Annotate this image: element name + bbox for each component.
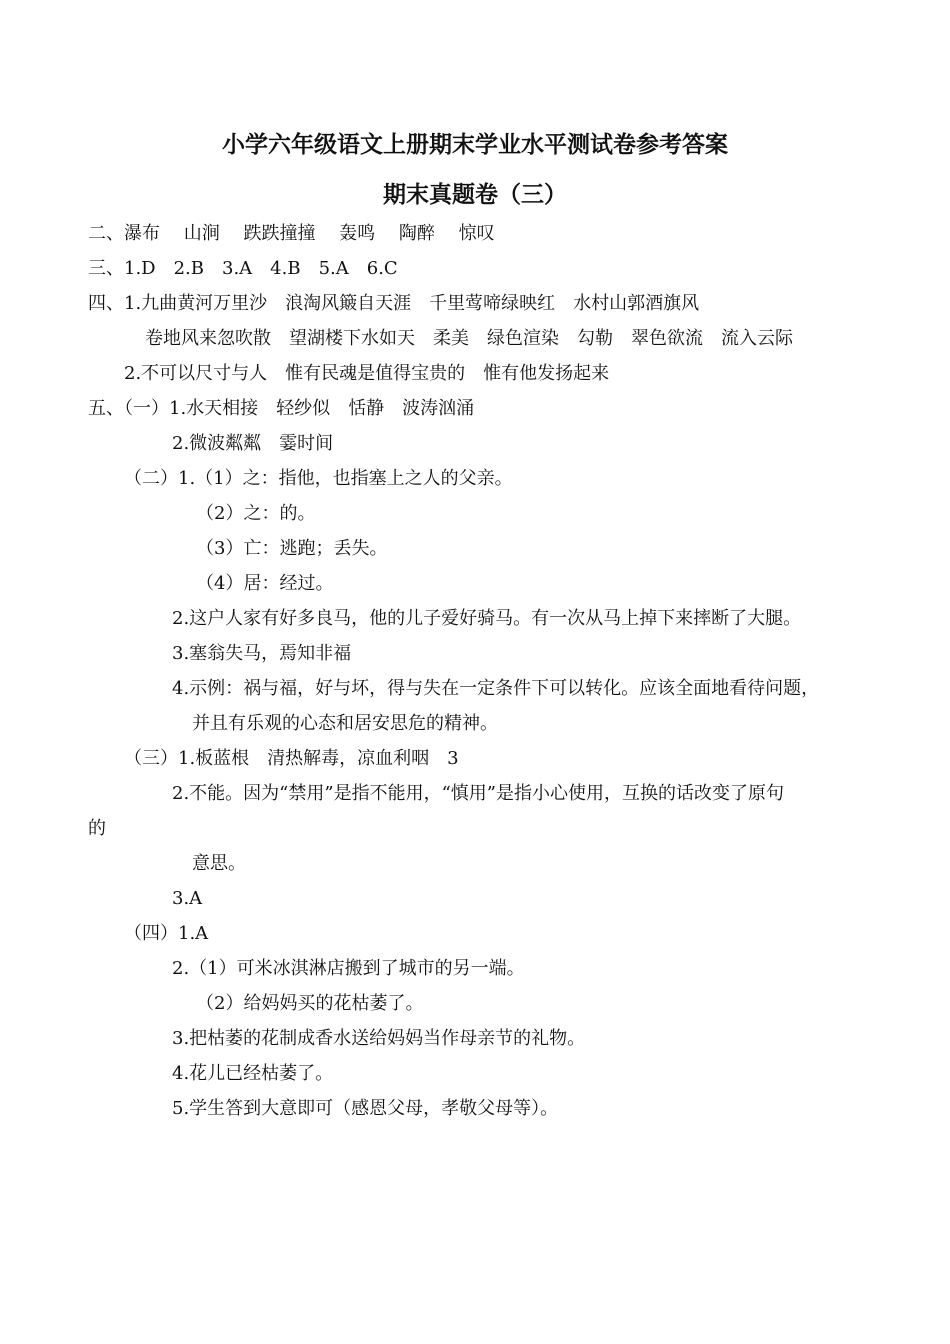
- answer-line: （四）1.A: [124, 923, 209, 944]
- answer-line: （3）亡：逃跑；丢失。: [196, 538, 388, 559]
- answer-line: 五、（一）1.水天相接 轻纱似 恬静 波涛汹涌: [88, 398, 475, 419]
- answer-line: 4.示例：祸与福，好与坏，得与失在一定条件下可以转化。应该全面地看待问题，: [172, 678, 820, 699]
- document-title: 小学六年级语文上册期末学业水平测试卷参考答案: [222, 132, 728, 158]
- answer-line: 2.微波粼粼 霎时间: [172, 433, 334, 454]
- answer-line: （2）之：的。: [196, 503, 316, 524]
- answer-line: 二、瀑布 山涧 跌跌撞撞 轰鸣 陶醉 惊叹: [88, 223, 495, 244]
- answer-line: 意思。: [192, 853, 246, 874]
- answer-line: 2.不可以尺寸与人 惟有民魂是值得宝贵的 惟有他发扬起来: [124, 363, 610, 384]
- answer-line: 2.不能。因为“禁用”是指不能用，“慎用”是指小心使用，互换的话改变了原句: [172, 783, 784, 804]
- answer-line: 三、1.D 2.B 3.A 4.B 5.A 6.C: [88, 258, 398, 279]
- answer-line: 3.A: [172, 888, 203, 909]
- answer-line: 2.这户人家有好多良马，他的儿子爱好骑马。有一次从马上掉下来摔断了大腿。: [172, 608, 802, 629]
- answer-line: 4.花儿已经枯萎了。: [172, 1063, 334, 1084]
- answer-line: 2.（1）可米冰淇淋店搬到了城市的另一端。: [172, 958, 525, 979]
- answer-line: （三）1.板蓝根 清热解毒，凉血利咽 3: [124, 748, 459, 769]
- answer-line: 四、1.九曲黄河万里沙 浪淘风簸自天涯 千里莺啼绿映红 水村山郭酒旗风: [88, 293, 700, 314]
- answer-line: （2）给妈妈买的花枯萎了。: [196, 993, 424, 1014]
- answer-line: 3.塞翁失马，焉知非福: [172, 643, 352, 664]
- answer-line: （二）1.（1）之：指他，也指塞上之人的父亲。: [124, 468, 513, 489]
- answer-line: 卷地风来忽吹散 望湖楼下水如天 柔美 绿色渲染 勾勒 翠色欲流 流入云际: [145, 328, 793, 349]
- answer-line: 5.学生答到大意即可（感恩父母，孝敬父母等）。: [172, 1098, 559, 1119]
- answer-line: （4）居：经过。: [196, 573, 334, 594]
- document-subtitle: 期末真题卷（三）: [383, 182, 567, 208]
- answer-line: 3.把枯萎的花制成香水送给妈妈当作母亲节的礼物。: [172, 1028, 586, 1049]
- answer-line: 并且有乐观的心态和居安思危的精神。: [192, 713, 498, 734]
- answer-line: 的: [88, 818, 106, 839]
